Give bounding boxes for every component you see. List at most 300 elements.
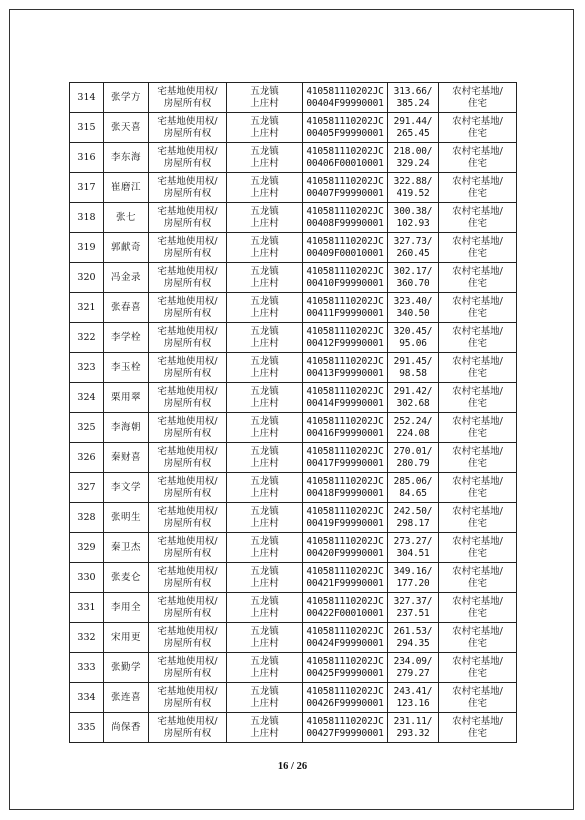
- property-code-cell: [303, 113, 388, 143]
- location-cell: [227, 383, 303, 413]
- location-line: 五龙镇: [250, 415, 279, 427]
- area-line: 95.06: [399, 337, 427, 349]
- land-use-line: 住宅: [467, 697, 487, 709]
- location-cell: [227, 293, 303, 323]
- area-line: 177.20: [396, 577, 430, 589]
- land-use-cell: [439, 443, 517, 473]
- land-use-line: 住宅: [467, 367, 487, 379]
- land-use-line: 住宅: [467, 157, 487, 169]
- area-line: 291.44/: [393, 115, 433, 127]
- location-line: 上庄村: [250, 277, 279, 289]
- property-code-line: 410581110202JC: [306, 475, 384, 487]
- location-cell: [227, 203, 303, 233]
- right-type-cell: [149, 413, 227, 443]
- area-line: 300.38/: [393, 205, 433, 217]
- area-line: 419.52: [396, 187, 430, 199]
- property-code-cell: [303, 263, 388, 293]
- property-code-cell: [303, 623, 388, 653]
- owner-name-cell: 尚保香: [104, 713, 149, 743]
- location-line: 上庄村: [250, 307, 279, 319]
- area-cell: [388, 413, 439, 443]
- land-use-cell: [439, 113, 517, 143]
- land-use-line: 农村宅基地/: [452, 205, 503, 217]
- area-cell: [388, 233, 439, 263]
- owner-name-cell: 张春喜: [104, 293, 149, 323]
- right-type-cell: [149, 473, 227, 503]
- records-table-body: [70, 83, 517, 743]
- area-cell: [388, 353, 439, 383]
- land-use-line: 农村宅基地/: [452, 625, 503, 637]
- right-type-line: 宅基地使用权/: [157, 715, 218, 727]
- right-type-line: 房屋所有权: [163, 577, 212, 589]
- area-cell: [388, 503, 439, 533]
- area-cell: [388, 293, 439, 323]
- location-line: 上庄村: [250, 517, 279, 529]
- location-line: 上庄村: [250, 607, 279, 619]
- table-row: [70, 683, 517, 713]
- location-line: 五龙镇: [250, 115, 279, 127]
- table-row: [70, 503, 517, 533]
- location-line: 上庄村: [250, 457, 279, 469]
- location-line: 上庄村: [250, 427, 279, 439]
- table-row: [70, 623, 517, 653]
- area-line: 224.08: [396, 427, 430, 439]
- property-code-cell: [303, 563, 388, 593]
- owner-name-cell: 栗用翠: [104, 383, 149, 413]
- table-row: [70, 263, 517, 293]
- property-code-line: 410581110202JC: [306, 655, 384, 667]
- property-code-cell: [303, 233, 388, 263]
- owner-name-cell: 张明生: [104, 503, 149, 533]
- land-use-line: 农村宅基地/: [452, 145, 503, 157]
- area-line: 98.58: [399, 367, 427, 379]
- land-use-line: 农村宅基地/: [452, 655, 503, 667]
- location-cell: [227, 593, 303, 623]
- right-type-cell: [149, 443, 227, 473]
- right-type-line: 宅基地使用权/: [157, 565, 218, 577]
- area-line: 302.17/: [393, 265, 433, 277]
- land-use-line: 农村宅基地/: [452, 235, 503, 247]
- area-cell: [388, 323, 439, 353]
- location-line: 上庄村: [250, 487, 279, 499]
- location-cell: [227, 83, 303, 113]
- land-use-line: 住宅: [467, 337, 487, 349]
- location-cell: [227, 353, 303, 383]
- land-use-line: 住宅: [467, 517, 487, 529]
- land-use-line: 农村宅基地/: [452, 115, 503, 127]
- area-cell: [388, 83, 439, 113]
- right-type-cell: [149, 143, 227, 173]
- table-row: [70, 653, 517, 683]
- area-cell: [388, 443, 439, 473]
- location-line: 上庄村: [250, 547, 279, 559]
- property-code-line: 00406F00010001: [306, 157, 384, 169]
- land-use-line: 农村宅基地/: [452, 715, 503, 727]
- right-type-line: 房屋所有权: [163, 637, 212, 649]
- land-use-line: 农村宅基地/: [452, 325, 503, 337]
- area-line: 291.45/: [393, 355, 433, 367]
- location-line: 五龙镇: [250, 505, 279, 517]
- property-code-line: 00419F99990001: [306, 517, 384, 529]
- right-type-line: 宅基地使用权/: [157, 385, 218, 397]
- area-cell: [388, 383, 439, 413]
- right-type-line: 房屋所有权: [163, 397, 212, 409]
- owner-name-cell: 郭献奇: [104, 233, 149, 263]
- location-line: 上庄村: [250, 157, 279, 169]
- right-type-line: 宅基地使用权/: [157, 355, 218, 367]
- right-type-cell: [149, 593, 227, 623]
- property-code-cell: [303, 713, 388, 743]
- property-code-cell: [303, 143, 388, 173]
- area-line: 360.70: [396, 277, 430, 289]
- location-line: 五龙镇: [250, 355, 279, 367]
- location-line: 上庄村: [250, 697, 279, 709]
- land-use-line: 住宅: [467, 307, 487, 319]
- area-cell: [388, 533, 439, 563]
- area-line: 327.73/: [393, 235, 433, 247]
- right-type-line: 房屋所有权: [163, 547, 212, 559]
- property-code-line: 410581110202JC: [306, 685, 384, 697]
- location-line: 上庄村: [250, 247, 279, 259]
- property-code-line: 00420F99990001: [306, 547, 384, 559]
- property-code-cell: [303, 533, 388, 563]
- property-code-line: 410581110202JC: [306, 295, 384, 307]
- location-line: 五龙镇: [250, 295, 279, 307]
- table-row: [70, 383, 517, 413]
- location-line: 五龙镇: [250, 535, 279, 547]
- land-use-line: 农村宅基地/: [452, 415, 503, 427]
- land-use-line: 住宅: [467, 427, 487, 439]
- property-code-line: 410581110202JC: [306, 565, 384, 577]
- right-type-cell: [149, 203, 227, 233]
- location-cell: [227, 683, 303, 713]
- right-type-line: 宅基地使用权/: [157, 85, 218, 97]
- land-use-line: 农村宅基地/: [452, 85, 503, 97]
- property-code-cell: [303, 443, 388, 473]
- area-line: 340.50: [396, 307, 430, 319]
- property-code-cell: [303, 503, 388, 533]
- right-type-line: 宅基地使用权/: [157, 535, 218, 547]
- land-use-cell: [439, 293, 517, 323]
- area-cell: [388, 713, 439, 743]
- location-line: 五龙镇: [250, 265, 279, 277]
- table-row: [70, 233, 517, 263]
- property-code-cell: [303, 473, 388, 503]
- location-cell: [227, 113, 303, 143]
- property-code-line: 00407F99990001: [306, 187, 384, 199]
- land-use-cell: [439, 203, 517, 233]
- table-row: [70, 443, 517, 473]
- property-code-line: 410581110202JC: [306, 625, 384, 637]
- right-type-line: 房屋所有权: [163, 367, 212, 379]
- land-use-cell: [439, 233, 517, 263]
- right-type-line: 宅基地使用权/: [157, 235, 218, 247]
- table-row: [70, 143, 517, 173]
- right-type-cell: [149, 563, 227, 593]
- property-code-line: 410581110202JC: [306, 445, 384, 457]
- location-line: 五龙镇: [250, 85, 279, 97]
- location-cell: [227, 263, 303, 293]
- serial-number-cell: 314: [70, 83, 104, 113]
- area-line: 323.40/: [393, 295, 433, 307]
- location-cell: [227, 473, 303, 503]
- land-use-line: 住宅: [467, 577, 487, 589]
- right-type-cell: [149, 233, 227, 263]
- table-row: [70, 83, 517, 113]
- property-code-line: 00417F99990001: [306, 457, 384, 469]
- property-code-cell: [303, 653, 388, 683]
- property-code-line: 00414F99990001: [306, 397, 384, 409]
- land-use-line: 住宅: [467, 97, 487, 109]
- property-code-line: 00412F99990001: [306, 337, 384, 349]
- area-line: 234.09/: [393, 655, 433, 667]
- area-line: 313.66/: [393, 85, 433, 97]
- land-use-line: 农村宅基地/: [452, 175, 503, 187]
- location-line: 上庄村: [250, 577, 279, 589]
- location-line: 五龙镇: [250, 325, 279, 337]
- area-line: 298.17: [396, 517, 430, 529]
- table-row: [70, 353, 517, 383]
- right-type-cell: [149, 623, 227, 653]
- land-use-line: 住宅: [467, 187, 487, 199]
- location-line: 五龙镇: [250, 565, 279, 577]
- right-type-line: 宅基地使用权/: [157, 325, 218, 337]
- right-type-line: 房屋所有权: [163, 517, 212, 529]
- serial-number-cell: 322: [70, 323, 104, 353]
- land-use-line: 农村宅基地/: [452, 295, 503, 307]
- land-use-cell: [439, 533, 517, 563]
- property-code-line: 410581110202JC: [306, 595, 384, 607]
- location-line: 上庄村: [250, 187, 279, 199]
- land-use-line: 住宅: [467, 547, 487, 559]
- location-line: 五龙镇: [250, 625, 279, 637]
- property-code-line: 00422F00010001: [306, 607, 384, 619]
- land-use-line: 住宅: [467, 667, 487, 679]
- land-use-line: 农村宅基地/: [452, 355, 503, 367]
- area-line: 260.45: [396, 247, 430, 259]
- location-line: 上庄村: [250, 97, 279, 109]
- property-code-line: 410581110202JC: [306, 325, 384, 337]
- land-use-line: 农村宅基地/: [452, 685, 503, 697]
- area-line: 320.45/: [393, 325, 433, 337]
- location-line: 五龙镇: [250, 685, 279, 697]
- land-use-cell: [439, 173, 517, 203]
- owner-name-cell: 宋用更: [104, 623, 149, 653]
- area-line: 270.01/: [393, 445, 433, 457]
- land-use-cell: [439, 413, 517, 443]
- land-use-line: 农村宅基地/: [452, 595, 503, 607]
- owner-name-cell: 张勤学: [104, 653, 149, 683]
- property-code-line: 410581110202JC: [306, 85, 384, 97]
- area-line: 385.24: [396, 97, 430, 109]
- area-line: 231.11/: [393, 715, 433, 727]
- right-type-line: 宅基地使用权/: [157, 415, 218, 427]
- right-type-cell: [149, 353, 227, 383]
- table-row: [70, 473, 517, 503]
- serial-number-cell: 329: [70, 533, 104, 563]
- location-cell: [227, 563, 303, 593]
- right-type-line: 宅基地使用权/: [157, 655, 218, 667]
- property-code-line: 410581110202JC: [306, 115, 384, 127]
- location-cell: [227, 413, 303, 443]
- property-code-line: 410581110202JC: [306, 505, 384, 517]
- right-type-line: 宅基地使用权/: [157, 115, 218, 127]
- land-use-line: 住宅: [467, 637, 487, 649]
- land-use-cell: [439, 473, 517, 503]
- land-use-line: 住宅: [467, 127, 487, 139]
- location-cell: [227, 533, 303, 563]
- owner-name-cell: 李海朝: [104, 413, 149, 443]
- serial-number-cell: 320: [70, 263, 104, 293]
- land-use-cell: [439, 383, 517, 413]
- right-type-cell: [149, 683, 227, 713]
- location-line: 上庄村: [250, 127, 279, 139]
- serial-number-cell: 321: [70, 293, 104, 323]
- property-code-cell: [303, 683, 388, 713]
- property-code-line: 410581110202JC: [306, 355, 384, 367]
- right-type-cell: [149, 263, 227, 293]
- right-type-line: 宅基地使用权/: [157, 685, 218, 697]
- area-line: 285.06/: [393, 475, 433, 487]
- property-code-line: 00408F99990001: [306, 217, 384, 229]
- location-cell: [227, 443, 303, 473]
- right-type-line: 房屋所有权: [163, 607, 212, 619]
- area-line: 302.68: [396, 397, 430, 409]
- right-type-line: 房屋所有权: [163, 697, 212, 709]
- land-use-cell: [439, 353, 517, 383]
- area-cell: [388, 623, 439, 653]
- location-line: 上庄村: [250, 727, 279, 739]
- land-use-line: 农村宅基地/: [452, 505, 503, 517]
- owner-name-cell: 张七: [104, 203, 149, 233]
- area-line: 252.24/: [393, 415, 433, 427]
- land-use-cell: [439, 653, 517, 683]
- land-use-cell: [439, 593, 517, 623]
- area-cell: [388, 143, 439, 173]
- property-code-line: 410581110202JC: [306, 205, 384, 217]
- owner-name-cell: 张麦仑: [104, 563, 149, 593]
- area-line: 84.65: [399, 487, 427, 499]
- area-line: 265.45: [396, 127, 430, 139]
- owner-name-cell: 秦财喜: [104, 443, 149, 473]
- land-use-line: 住宅: [467, 607, 487, 619]
- location-line: 五龙镇: [250, 595, 279, 607]
- land-use-line: 住宅: [467, 217, 487, 229]
- right-type-line: 房屋所有权: [163, 217, 212, 229]
- land-use-line: 农村宅基地/: [452, 445, 503, 457]
- location-line: 五龙镇: [250, 175, 279, 187]
- table-row: [70, 173, 517, 203]
- table-row: [70, 593, 517, 623]
- serial-number-cell: 317: [70, 173, 104, 203]
- area-cell: [388, 563, 439, 593]
- right-type-cell: [149, 173, 227, 203]
- right-type-cell: [149, 533, 227, 563]
- serial-number-cell: 324: [70, 383, 104, 413]
- records-table: [69, 82, 517, 743]
- location-cell: [227, 653, 303, 683]
- right-type-line: 房屋所有权: [163, 97, 212, 109]
- location-cell: [227, 323, 303, 353]
- location-line: 上庄村: [250, 217, 279, 229]
- property-code-line: 00413F99990001: [306, 367, 384, 379]
- land-use-cell: [439, 713, 517, 743]
- area-line: 279.27: [396, 667, 430, 679]
- area-line: 304.51: [396, 547, 430, 559]
- right-type-line: 房屋所有权: [163, 457, 212, 469]
- right-type-line: 宅基地使用权/: [157, 445, 218, 457]
- right-type-line: 宅基地使用权/: [157, 205, 218, 217]
- right-type-line: 宅基地使用权/: [157, 145, 218, 157]
- area-line: 243.41/: [393, 685, 433, 697]
- right-type-line: 房屋所有权: [163, 427, 212, 439]
- location-cell: [227, 713, 303, 743]
- owner-name-cell: 张天喜: [104, 113, 149, 143]
- area-line: 273.27/: [393, 535, 433, 547]
- right-type-line: 房屋所有权: [163, 127, 212, 139]
- right-type-cell: [149, 713, 227, 743]
- land-use-line: 住宅: [467, 397, 487, 409]
- owner-name-cell: 张连喜: [104, 683, 149, 713]
- table-row: [70, 293, 517, 323]
- right-type-line: 宅基地使用权/: [157, 295, 218, 307]
- location-cell: [227, 143, 303, 173]
- area-line: 242.50/: [393, 505, 433, 517]
- property-code-cell: [303, 413, 388, 443]
- area-line: 293.32: [396, 727, 430, 739]
- right-type-line: 宅基地使用权/: [157, 625, 218, 637]
- location-cell: [227, 233, 303, 263]
- right-type-cell: [149, 83, 227, 113]
- property-code-line: 00405F99990001: [306, 127, 384, 139]
- serial-number-cell: 316: [70, 143, 104, 173]
- property-code-line: 00425F99990001: [306, 667, 384, 679]
- serial-number-cell: 330: [70, 563, 104, 593]
- table-row: [70, 113, 517, 143]
- owner-name-cell: 李玉栓: [104, 353, 149, 383]
- land-use-line: 住宅: [467, 277, 487, 289]
- location-line: 上庄村: [250, 397, 279, 409]
- location-cell: [227, 503, 303, 533]
- land-use-cell: [439, 83, 517, 113]
- serial-number-cell: 315: [70, 113, 104, 143]
- area-cell: [388, 173, 439, 203]
- property-code-line: 00404F99990001: [306, 97, 384, 109]
- land-use-line: 住宅: [467, 247, 487, 259]
- land-use-line: 住宅: [467, 727, 487, 739]
- land-use-cell: [439, 263, 517, 293]
- location-line: 五龙镇: [250, 385, 279, 397]
- property-code-line: 00421F99990001: [306, 577, 384, 589]
- table-row: [70, 533, 517, 563]
- land-use-line: 农村宅基地/: [452, 475, 503, 487]
- serial-number-cell: 331: [70, 593, 104, 623]
- location-line: 五龙镇: [250, 145, 279, 157]
- land-use-line: 农村宅基地/: [452, 535, 503, 547]
- land-use-cell: [439, 683, 517, 713]
- location-line: 五龙镇: [250, 235, 279, 247]
- area-cell: [388, 653, 439, 683]
- area-line: 349.16/: [393, 565, 433, 577]
- area-line: 237.51: [396, 607, 430, 619]
- table-row: [70, 563, 517, 593]
- area-cell: [388, 113, 439, 143]
- serial-number-cell: 326: [70, 443, 104, 473]
- right-type-cell: [149, 653, 227, 683]
- right-type-line: 宅基地使用权/: [157, 505, 218, 517]
- right-type-line: 宅基地使用权/: [157, 265, 218, 277]
- serial-number-cell: 323: [70, 353, 104, 383]
